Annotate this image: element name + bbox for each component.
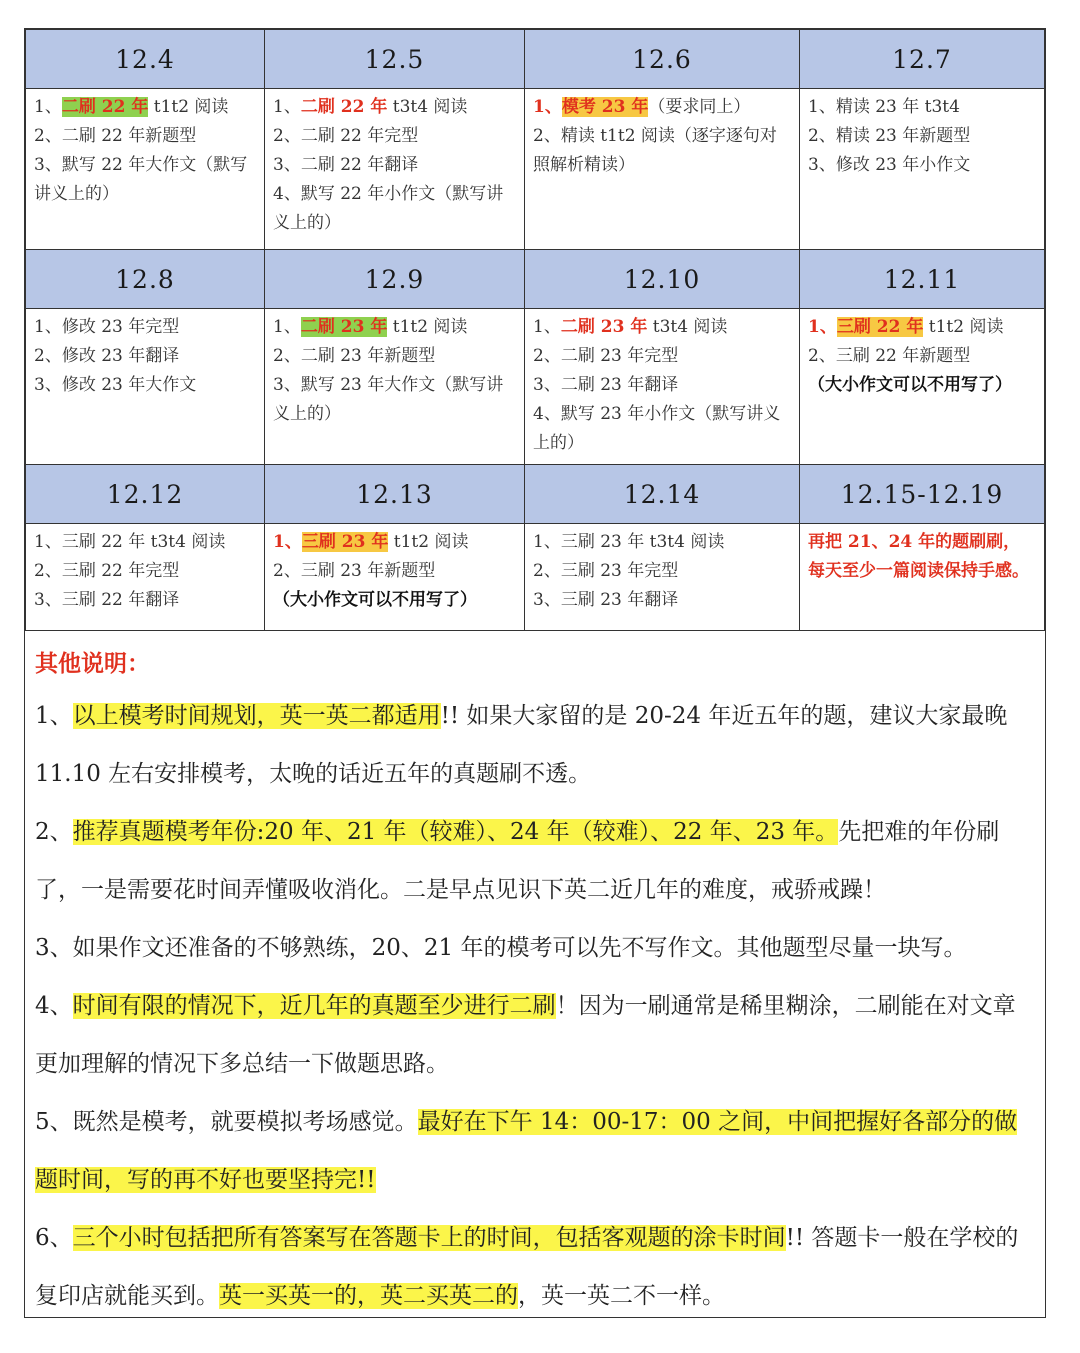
- task-text: 3、二刷 23 年翻译: [533, 375, 679, 395]
- task-line: [34, 313, 256, 342]
- schedule-table: [25, 29, 1045, 631]
- task-cell: [800, 89, 1045, 250]
- task-line: [808, 313, 1036, 342]
- note-paragraph: [35, 919, 1035, 977]
- task-text: 3、三刷 22 年翻译: [34, 590, 180, 610]
- task-row: [26, 524, 1045, 631]
- task-text: 3、修改 23 年大作文: [34, 375, 197, 395]
- task-text: （大小作文可以不用写了）: [273, 590, 477, 610]
- task-line: [533, 342, 791, 371]
- note-text: ！因为一刷通常是稀里糊涂，二刷能在对文章更加理解的情况下多总结一下做题思路。: [35, 993, 1016, 1077]
- note-text: 5、既然是模考，就要模拟考场感觉。: [35, 1109, 418, 1135]
- task-text: t1t2 阅读: [387, 317, 468, 337]
- task-text: 2、二刷 23 年完型: [533, 346, 679, 366]
- task-line: [533, 400, 791, 458]
- task-text: 1、修改 23 年完型: [34, 317, 180, 337]
- date-header-row: [26, 250, 1045, 309]
- task-text: （要求同上）: [648, 97, 751, 117]
- note-text: 2、: [35, 819, 73, 845]
- task-line: [533, 528, 791, 557]
- task-text: 2、二刷 22 年完型: [273, 126, 419, 146]
- task-line: [533, 93, 791, 122]
- task-text: （大小作文可以不用写了）: [808, 375, 1012, 395]
- date-cell: 12.14: [525, 465, 800, 524]
- task-text: 2、三刷 22 年完型: [34, 561, 180, 581]
- task-line: [808, 122, 1036, 151]
- task-text: 1、: [273, 97, 301, 117]
- task-line: [273, 313, 516, 342]
- task-row: [26, 309, 1045, 465]
- note-paragraph: [35, 1093, 1035, 1209]
- task-line: [34, 557, 256, 586]
- task-text: 3、默写 22 年大作文（默写讲义上的）: [34, 155, 248, 204]
- task-line: [808, 342, 1036, 371]
- note-text: 6、: [35, 1225, 73, 1251]
- date-header-row: [26, 30, 1045, 89]
- task-text: 1、: [533, 97, 562, 117]
- note-text: 1、: [35, 703, 73, 729]
- date-cell: 12.15-12.19: [800, 465, 1045, 524]
- task-cell: [26, 524, 265, 631]
- task-line: [273, 528, 516, 557]
- task-cell: [800, 524, 1045, 631]
- task-row: [26, 89, 1045, 250]
- task-text: 1、: [533, 317, 561, 337]
- task-cell: [525, 309, 800, 465]
- task-line: [533, 586, 791, 615]
- task-text: 4、默写 23 年小作文（默写讲义上的）: [533, 404, 781, 453]
- task-text: 1、精读 23 年 t3t4: [808, 97, 960, 117]
- task-line: [34, 342, 256, 371]
- task-line: [808, 528, 1036, 586]
- task-cell: [800, 309, 1045, 465]
- date-cell: 12.4: [26, 30, 265, 89]
- task-line: [533, 557, 791, 586]
- task-text: t3t4 阅读: [387, 97, 468, 117]
- task-text: t3t4 阅读: [647, 317, 728, 337]
- task-text: 3、三刷 23 年翻译: [533, 590, 679, 610]
- date-cell: 12.13: [265, 465, 525, 524]
- task-cell: [265, 309, 525, 465]
- task-text: 二刷 22 年: [61, 97, 149, 117]
- task-text: 1、: [808, 317, 837, 337]
- task-text: 3、二刷 22 年翻译: [273, 155, 419, 175]
- task-line: [273, 586, 516, 615]
- task-text: 3、默写 23 年大作文（默写讲义上的）: [273, 375, 504, 424]
- study-plan-document: [24, 28, 1046, 1318]
- note-text: 先把难的年份刷了，一是需要花时间弄懂吸收消化。二是早点见识下英二近几年的难度，戒骄戒躁！: [35, 819, 1000, 903]
- task-cell: [26, 309, 265, 465]
- task-line: [808, 93, 1036, 122]
- notes-section: [25, 631, 1045, 1325]
- task-line: [34, 93, 256, 122]
- task-text: 2、精读 t1t2 阅读（逐字逐句对照解析精读）: [533, 126, 777, 175]
- note-text: 3、如果作文还准备的不够熟练，20、21 年的模考可以先不写作文。其他题型尽量一块写。: [35, 935, 967, 961]
- task-cell: [525, 89, 800, 250]
- task-text: 2、精读 23 年新题型: [808, 126, 971, 146]
- highlighted-text: 英一买英一的，英二买英二的: [219, 1283, 518, 1309]
- task-text: 1、: [34, 97, 62, 117]
- task-text: 二刷 23 年: [300, 317, 388, 337]
- note-text: !! 答题卡一般在学校的复印店就能买到。: [35, 1225, 1019, 1309]
- task-line: [273, 180, 516, 238]
- note-text: 4、: [35, 993, 73, 1019]
- date-header-row: [26, 465, 1045, 524]
- task-line: [808, 151, 1036, 180]
- task-cell: [265, 89, 525, 250]
- task-line: [34, 122, 256, 151]
- task-text: 三刷 22 年: [836, 317, 924, 337]
- task-text: 3、修改 23 年小作文: [808, 155, 971, 175]
- task-text: 1、三刷 22 年 t3t4 阅读: [34, 532, 226, 552]
- date-cell: 12.5: [265, 30, 525, 89]
- task-text: 2、三刷 23 年完型: [533, 561, 679, 581]
- task-text: 二刷 23 年: [560, 317, 648, 337]
- note-paragraph: [35, 803, 1035, 919]
- date-cell: 12.7: [800, 30, 1045, 89]
- note-text: !! 如果大家留的是 20-24 年近五年的题，建议大家最晚 11.10 左右安排模考，太晚的话近五年的真题刷不透。: [35, 703, 1008, 787]
- task-line: [34, 586, 256, 615]
- task-text: 2、三刷 22 年新题型: [808, 346, 971, 366]
- task-text: t1t2 阅读: [388, 532, 469, 552]
- task-line: [273, 342, 516, 371]
- task-line: [533, 371, 791, 400]
- highlighted-text: 以上模考时间规划，英一英二都适用: [72, 703, 441, 729]
- task-text: t1t2 阅读: [923, 317, 1004, 337]
- task-text: 模考 23 年: [561, 97, 649, 117]
- task-text: 2、二刷 22 年新题型: [34, 126, 197, 146]
- task-text: 再把 21、24 年的题刷刷，每天至少一篇阅读保持手感。: [808, 532, 1029, 581]
- notes-title: 其他说明：: [35, 650, 150, 677]
- task-text: 1、三刷 23 年 t3t4 阅读: [533, 532, 725, 552]
- task-line: [533, 313, 791, 342]
- task-line: [273, 371, 516, 429]
- task-cell: [26, 89, 265, 250]
- note-paragraph: [35, 977, 1035, 1093]
- task-text: 2、二刷 23 年新题型: [273, 346, 436, 366]
- task-cell: [265, 524, 525, 631]
- task-line: [34, 151, 256, 209]
- task-line: [273, 557, 516, 586]
- task-text: 2、修改 23 年翻译: [34, 346, 180, 366]
- task-text: 二刷 22 年: [300, 97, 388, 117]
- highlighted-text: 三个小时包括把所有答案写在答题卡上的时间，包括客观题的涂卡时间: [72, 1225, 786, 1251]
- date-cell: 12.11: [800, 250, 1045, 309]
- task-cell: [525, 524, 800, 631]
- task-text: 2、三刷 23 年新题型: [273, 561, 436, 581]
- date-cell: 12.12: [26, 465, 265, 524]
- task-line: [273, 151, 516, 180]
- date-cell: 12.10: [525, 250, 800, 309]
- highlighted-text: 推荐真题模考年份:20 年、21 年（较难）、24 年（较难）、22 年、23 年。: [72, 819, 839, 845]
- note-paragraph: [35, 1209, 1035, 1325]
- task-text: t1t2 阅读: [148, 97, 229, 117]
- task-line: [34, 528, 256, 557]
- note-paragraph: [35, 687, 1035, 803]
- task-text: 4、默写 22 年小作文（默写讲义上的）: [273, 184, 504, 233]
- date-cell: 12.6: [525, 30, 800, 89]
- task-text: 1、: [273, 532, 302, 552]
- task-line: [34, 371, 256, 400]
- task-line: [273, 122, 516, 151]
- task-text: 1、: [273, 317, 301, 337]
- note-text: ，英一英二不一样。: [518, 1283, 725, 1309]
- highlighted-text: 最好在下午 14：00-17：00 之间，中间把握好各部分的做题时间，写的再不好也要坚持完!!: [35, 1109, 1018, 1193]
- date-cell: 12.9: [265, 250, 525, 309]
- task-text: 三刷 23 年: [301, 532, 389, 552]
- task-line: [533, 122, 791, 180]
- task-line: [808, 371, 1036, 400]
- date-cell: 12.8: [26, 250, 265, 309]
- highlighted-text: 时间有限的情况下，近几年的真题至少进行二刷: [72, 993, 556, 1019]
- task-line: [273, 93, 516, 122]
